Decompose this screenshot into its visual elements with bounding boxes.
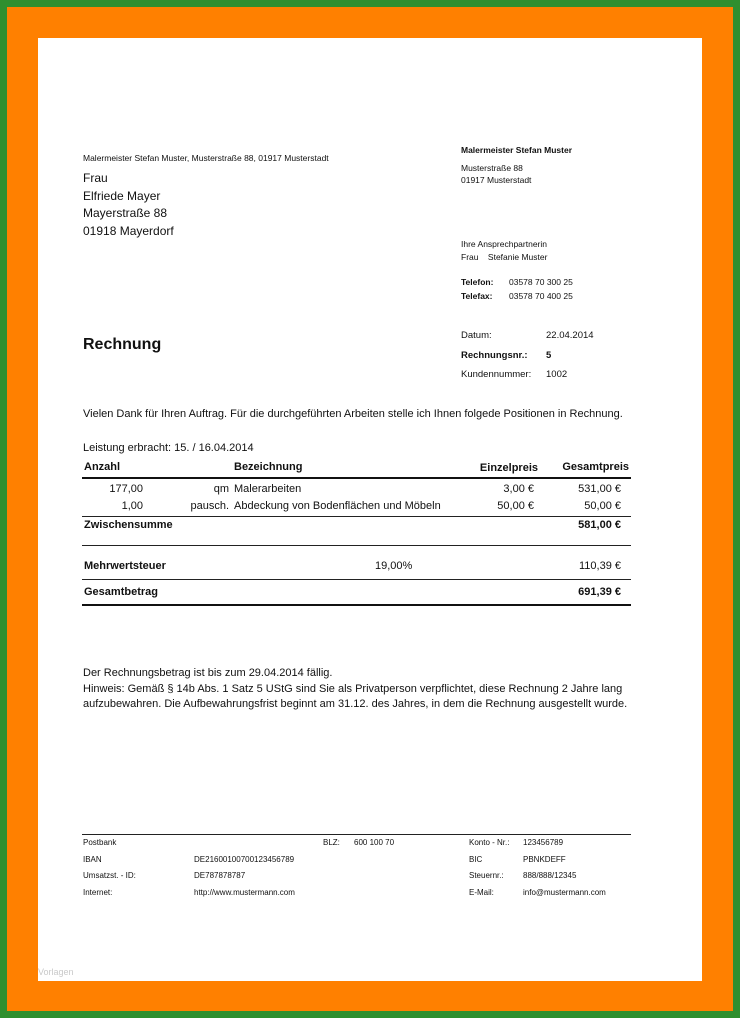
date-label: Datum:	[461, 330, 492, 341]
page-title: Rechnung	[83, 336, 162, 353]
bank-name: Postbank	[83, 838, 117, 847]
vat-rate: 19,00%	[375, 560, 413, 572]
row-qty: 177,00	[109, 483, 143, 495]
bic-value: PBNKDEFF	[523, 854, 566, 864]
company-name: Malermeister Stefan Muster	[461, 145, 573, 155]
row-desc: Abdeckung von Bodenflächen und Möbeln	[234, 500, 441, 512]
email-label: E-Mail:	[469, 887, 494, 897]
subtotal-label: Zwischensumme	[84, 519, 173, 531]
phone-number: 03578 70 300 25	[509, 277, 573, 287]
invoice-number-label: Rechnungsnr.:	[461, 349, 528, 361]
konto-label: Konto - Nr.:	[469, 838, 510, 847]
invoice-date: 22.04.2014	[546, 330, 594, 341]
ustid-label: Umsatzst. - ID:	[83, 871, 136, 880]
row-unit-price: 3,00 €	[503, 483, 534, 495]
recipient-name: Elfriede Mayer	[83, 188, 161, 203]
row-unit: pausch.	[190, 500, 229, 512]
fax-label: Telefax:	[461, 290, 493, 301]
row-total: 50,00 €	[584, 500, 621, 512]
table-row	[82, 498, 631, 517]
vat-label: Mehrwertsteuer	[84, 560, 166, 572]
row-unit: qm	[213, 483, 229, 495]
intro-text: Vielen Dank für Ihren Auftrag. Für die durchgeführten Arbeiten stelle ich Ihnen folgede Positionen in Rechnung.	[83, 408, 623, 420]
company-block	[461, 143, 572, 187]
header-unit-price: Einzelpreis	[479, 462, 538, 474]
company-city: 01917 Musterstadt	[461, 175, 532, 185]
steuernr-value: 888/888/12345	[523, 871, 577, 880]
payment-notes	[83, 666, 631, 711]
footer-divider	[82, 834, 631, 835]
ustid-value: DE787878787	[194, 871, 246, 880]
invoice-table	[82, 458, 631, 606]
konto-value: 123456789	[523, 838, 564, 847]
retention-hint: Hinweis: Gemäß § 14b Abs. 1 Satz 5 UStG sind Sie als Privatperson verpflichtet, diese Rechnung 2 Jahre lang aufzubewahren. Die Aufbewahrungsfrist beginnt am 31.12. des Jahres, in dem die Rechnung ausgestellt wurde.	[83, 683, 628, 710]
sender-return-address: Malermeister Stefan Muster, Musterstraße 88, 01917 Musterstadt	[83, 153, 329, 163]
due-date-note: Der Rechnungsbetrag ist bis zum 29.04.2014 fällig.	[83, 667, 333, 679]
bank-footer	[83, 838, 631, 904]
service-date: Leistung erbracht: 15. / 16.04.2014	[83, 442, 254, 454]
recipient-salutation: Frau	[83, 171, 108, 185]
total-row	[82, 580, 631, 606]
total-label: Gesamtbetrag	[84, 586, 158, 598]
header-qty: Anzahl	[84, 461, 121, 473]
email-link[interactable]: info@mustermann.com	[523, 887, 606, 897]
phone-label: Telefon:	[461, 277, 494, 287]
recipient-city: 01918 Mayerdorf	[83, 223, 174, 238]
row-total: 531,00 €	[578, 483, 621, 495]
phone-block	[461, 276, 573, 303]
steuernr-label: Steuernr.:	[469, 871, 504, 880]
internet-label: Internet:	[83, 887, 113, 897]
customer-number-label: Kundennummer:	[461, 369, 532, 380]
total-value: 691,39 €	[578, 586, 621, 598]
internet-link[interactable]: http://www.mustermann.com	[194, 887, 295, 897]
customer-number: 1002	[546, 369, 568, 380]
fax-number: 03578 70 400 25	[509, 290, 573, 301]
row-desc: Malerarbeiten	[234, 483, 302, 495]
iban-label: IBAN	[83, 854, 102, 864]
recipient-street: Mayerstraße 88	[83, 206, 168, 220]
watermark: Vorlagen	[38, 967, 74, 977]
header-desc: Bezeichnung	[234, 461, 303, 473]
blz-value: 600 100 70	[354, 838, 395, 847]
vat-value: 110,39 €	[578, 560, 621, 572]
subtotal-value: 581,00 €	[578, 519, 621, 531]
table-header	[82, 458, 631, 479]
row-qty: 1,00	[121, 500, 143, 512]
blz-label: BLZ:	[323, 838, 340, 847]
invoice-number: 5	[546, 349, 552, 361]
contact-label: Ihre Ansprechpartnerin	[461, 239, 547, 249]
vat-row	[82, 546, 631, 580]
contact-person-block	[461, 238, 547, 264]
recipient-address	[83, 170, 174, 240]
header-total: Gesamtpreis	[562, 461, 629, 473]
row-unit-price: 50,00 €	[497, 500, 534, 512]
iban-value: DE21600100700123456789	[194, 854, 295, 864]
contact-person: Frau Stefanie Muster	[461, 252, 548, 262]
subtotal-row	[82, 517, 631, 546]
company-street: Musterstraße 88	[461, 163, 523, 173]
bic-label: BIC	[469, 854, 483, 864]
table-row	[82, 479, 631, 498]
invoice-meta	[461, 330, 594, 389]
